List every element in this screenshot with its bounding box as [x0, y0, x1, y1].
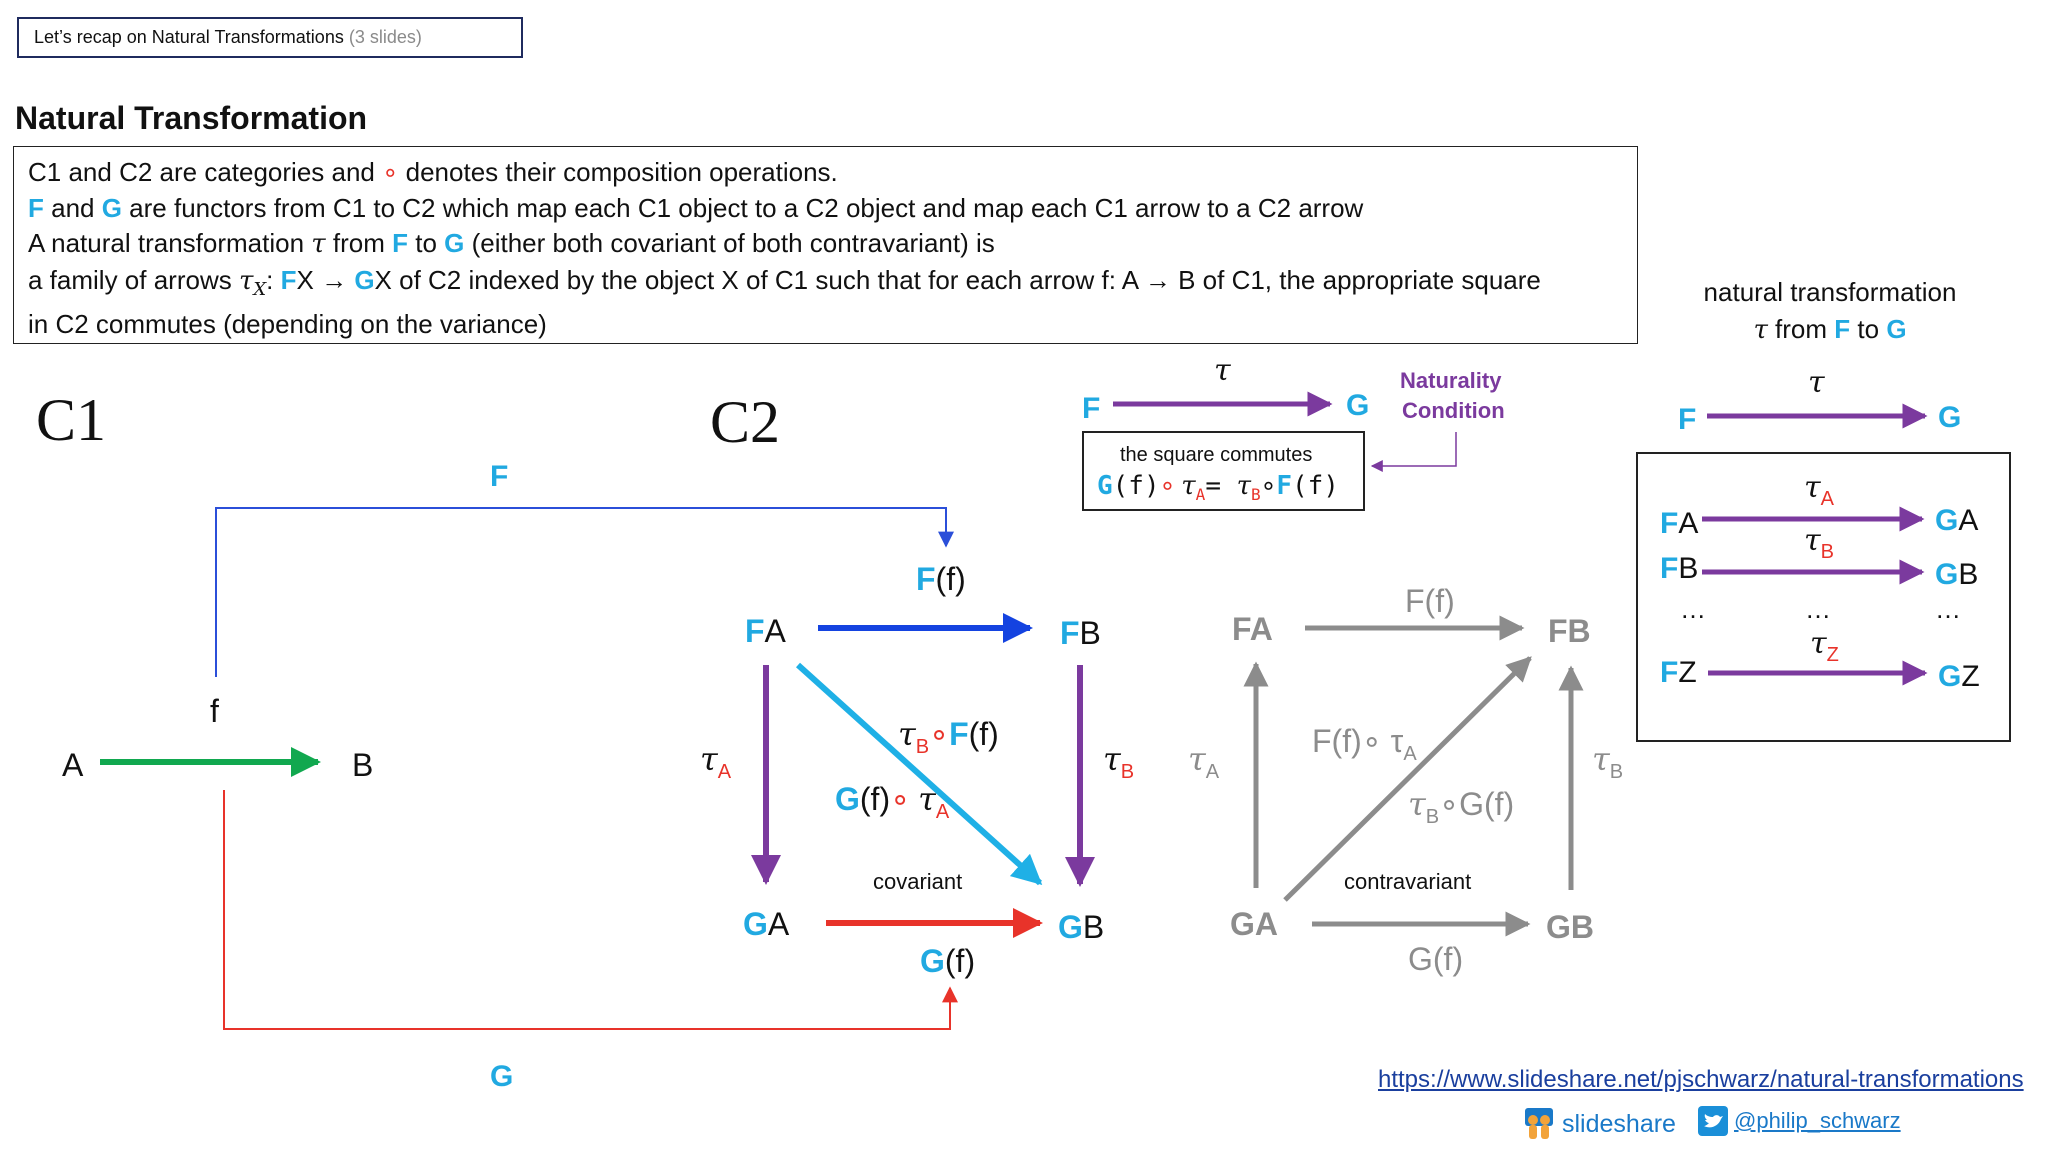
slideshare-text: slideshare [1562, 1109, 1676, 1138]
contra-object-fb: FB [1548, 613, 1591, 649]
contra-object-ga: GA [1230, 906, 1278, 942]
definition-line-3: A natural transformation τ from F to G (either both covariant of both contravariant) is [28, 228, 995, 259]
family-row-src-b: FB [1660, 552, 1699, 585]
contra-diagonal-label-bottom: $\tau_B\circ G(f)$ [1408, 785, 1515, 828]
functor-g-path [224, 790, 950, 1029]
c2-object-fa: FA [745, 613, 786, 649]
functor-f-label: F [490, 460, 509, 493]
slideshare-logo[interactable] [1522, 1106, 1676, 1142]
definition-line-5: in C2 commutes (depending on the variance) [28, 309, 547, 340]
c1-arrow-f-label: f [210, 693, 219, 729]
c2-object-fb: FB [1060, 615, 1101, 651]
family-top-g: G [1938, 401, 1962, 434]
naturality-label-line1: Naturality [1400, 368, 1502, 393]
naturality-tau: τ [1214, 353, 1231, 388]
functor-f-path [216, 508, 946, 677]
naturality-box-caption: the square commutes [1120, 444, 1313, 466]
covariant-label: covariant [873, 869, 963, 894]
family-row-dst-b: GB [1935, 558, 1979, 591]
family-row-tau-b: $\tau_B$ [1804, 523, 1834, 563]
c2-diagonal-label-bottom: G(f)∘ $\tau_A$ [835, 780, 950, 823]
contra-object-gb: GB [1546, 909, 1594, 945]
naturality-label-line2: Condition [1402, 398, 1505, 423]
contra-tau-b-label: $\tau_B$ [1592, 740, 1624, 783]
contravariant-label: contravariant [1344, 869, 1472, 894]
family-title-line1: natural transformation [1703, 277, 1957, 307]
c2-diagonal-arrow [798, 665, 1040, 883]
recap-label: Let’s recap on Natural Transformations [34, 27, 344, 47]
family-row-tau-a: $\tau_A$ [1804, 470, 1834, 510]
contra-diagonal-label-top: F(f)∘ $\tau_A$ [1312, 723, 1417, 765]
c2-object-ga: GA [743, 906, 790, 942]
c2-arrow-gf-label: G(f) [920, 943, 976, 979]
definition-line-1: C1 and C2 are categories and ∘ denotes their composition operations. [28, 157, 838, 187]
definition-line-4: a family of arrows $\tau_X$: FX → GX of C2 indexed by the object X of C1 such that for each arrow f: A → B of C1, the appropriate square [28, 264, 1541, 300]
contra-object-fa: FA [1232, 611, 1273, 647]
family-title-line2: τ from F to G [1753, 314, 1907, 345]
family-dots-left: … [1680, 594, 1706, 624]
c1-object-b: B [352, 747, 374, 783]
c1-label: C1 [36, 387, 107, 453]
family-row-dst-a: GA [1935, 504, 1979, 537]
naturality-g: G [1346, 389, 1370, 422]
definition-line-2: F and G are functors from C1 to C2 which map each C1 object to a C2 object and map each C1 arrow to a C2 arrow [28, 192, 1364, 223]
page-title: Natural Transformation [15, 100, 368, 136]
naturality-f: F [1082, 392, 1101, 425]
twitter-text: @philip_schwarz [1734, 1108, 1901, 1133]
naturality-equation: G(f)∘ $\tau_A=$ $\tau_B\circ F(f)$ [1097, 471, 1339, 504]
c1-object-a: A [62, 747, 84, 783]
slideshare-link[interactable]: https://www.slideshare.net/pjschwarz/natural-transformations [1378, 1066, 2024, 1093]
functor-g-label: G [490, 1060, 514, 1093]
twitter-icon [1698, 1106, 1728, 1136]
family-top-tau: τ [1808, 365, 1825, 400]
twitter-handle[interactable] [1698, 1106, 1901, 1136]
family-top-f: F [1678, 403, 1697, 436]
c2-tau-b-label: $\tau_B$ [1103, 740, 1135, 783]
contra-diagonal-arrow [1285, 658, 1530, 900]
contra-tau-a-label: $\tau_A$ [1188, 740, 1220, 783]
contra-arrow-ff-label: F(f) [1405, 583, 1455, 619]
family-row-src-a: FA [1660, 507, 1699, 540]
naturality-pointer [1372, 432, 1456, 466]
c2-label: C2 [710, 389, 781, 455]
c2-diagonal-label-top: $\tau_B\circ F(f)$ [898, 715, 999, 758]
slideshare-icon [1522, 1106, 1556, 1142]
contra-arrow-gf-label: G(f) [1408, 941, 1464, 977]
family-dots-middle: … [1805, 594, 1831, 624]
family-dots-right: … [1935, 594, 1961, 624]
c2-tau-a-label: $\tau_A$ [700, 740, 732, 783]
c2-object-gb: GB [1058, 909, 1105, 945]
c2-arrow-ff-label: F(f) [916, 561, 966, 597]
recap-count: (3 slides) [348, 27, 422, 47]
family-row-tau-z: $\tau_Z$ [1810, 626, 1839, 666]
family-row-src-z: FZ [1660, 656, 1697, 689]
family-row-dst-z: GZ [1938, 660, 1980, 693]
